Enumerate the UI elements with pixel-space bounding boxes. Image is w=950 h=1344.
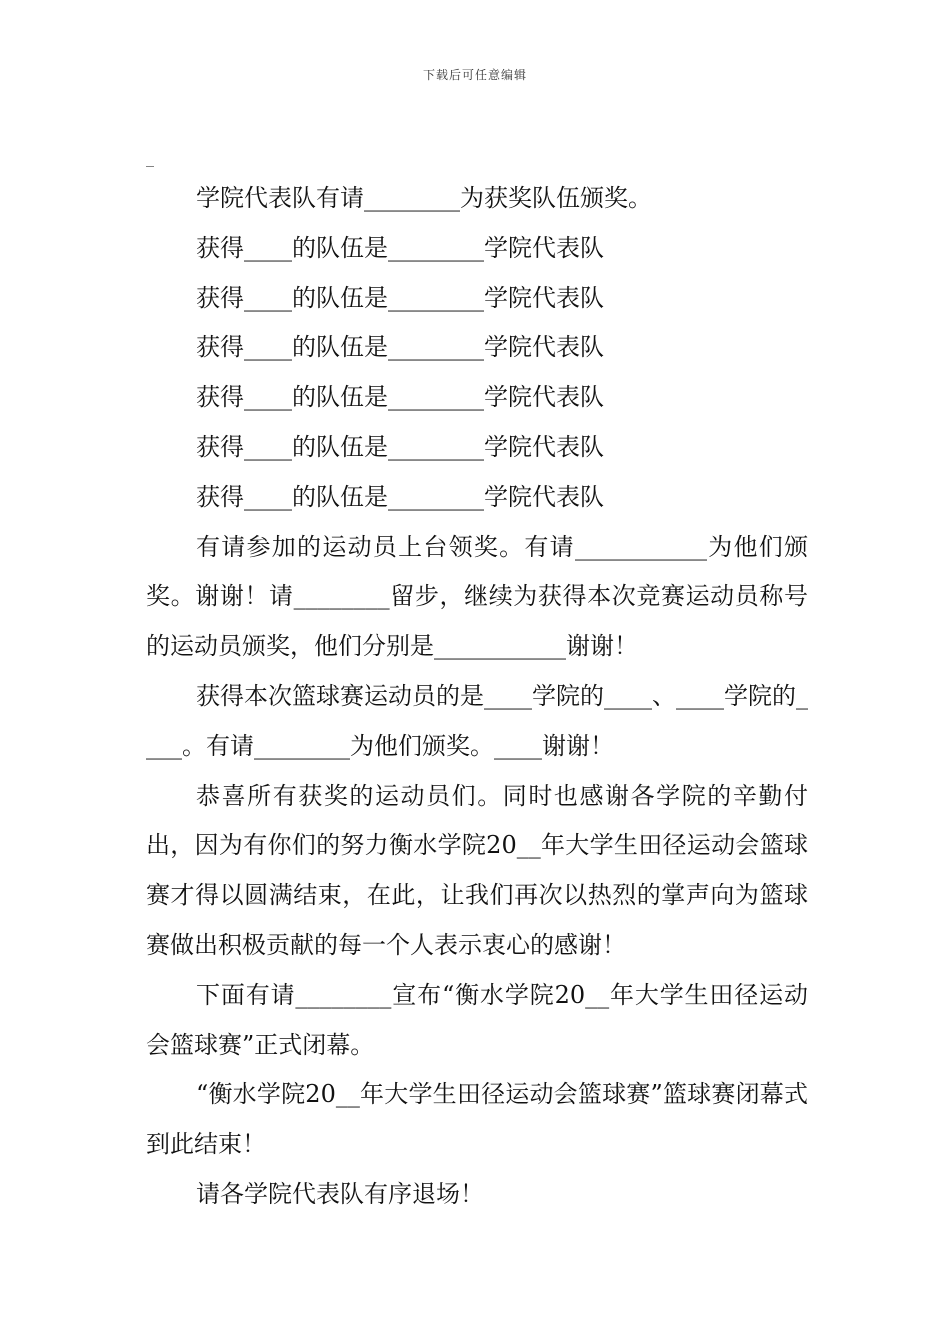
paragraph: 获得本次篮球赛运动员的是____学院的____、____学院的____。有请________为他们颁奖。____谢谢！ [146,681,808,760]
paragraph: 请各学院代表队有序退场！ [196,1179,484,1208]
paragraph: 下面有请________宣布“衡水学院20__年大学生田径运动会篮球赛”正式闭幕。 [146,980,808,1059]
paragraph: 获得____的队伍是________学院代表队 [196,383,604,412]
paragraph: 有请参加的运动员上台领奖。有请___________为他们颁奖。谢谢！请________留步，继续为获得本次竞赛运动员称号的运动员颁奖，他们分别是___________谢谢！ [146,532,808,661]
paragraph: 恭喜所有获奖的运动员们。同时也感谢各学院的辛勤付出，因为有你们的努力衡水学院20__年大学生田径运动会篮球赛才得以圆满结束，在此，让我们再次以热烈的掌声向为篮球赛做出积极贡献的每一个人表示衷心的感谢！ [146,781,808,959]
page-header-note: 下载后可任意编辑 [422,68,527,82]
paragraph: 获得____的队伍是________学院代表队 [196,233,604,262]
paragraph: 学院代表队有请________为获奖队伍颁奖。 [196,184,652,212]
paragraph: 获得____的队伍是________学院代表队 [196,432,604,461]
paragraph: 获得____的队伍是________学院代表队 [196,482,604,511]
top-dash-mark: _ [146,148,154,167]
document-body [146,174,808,1220]
paragraph: 获得____的队伍是________学院代表队 [196,333,604,362]
paragraph: 获得____的队伍是________学院代表队 [196,283,604,312]
paragraph: “衡水学院20__年大学生田径运动会篮球赛”篮球赛闭幕式到此结束！ [146,1080,808,1159]
